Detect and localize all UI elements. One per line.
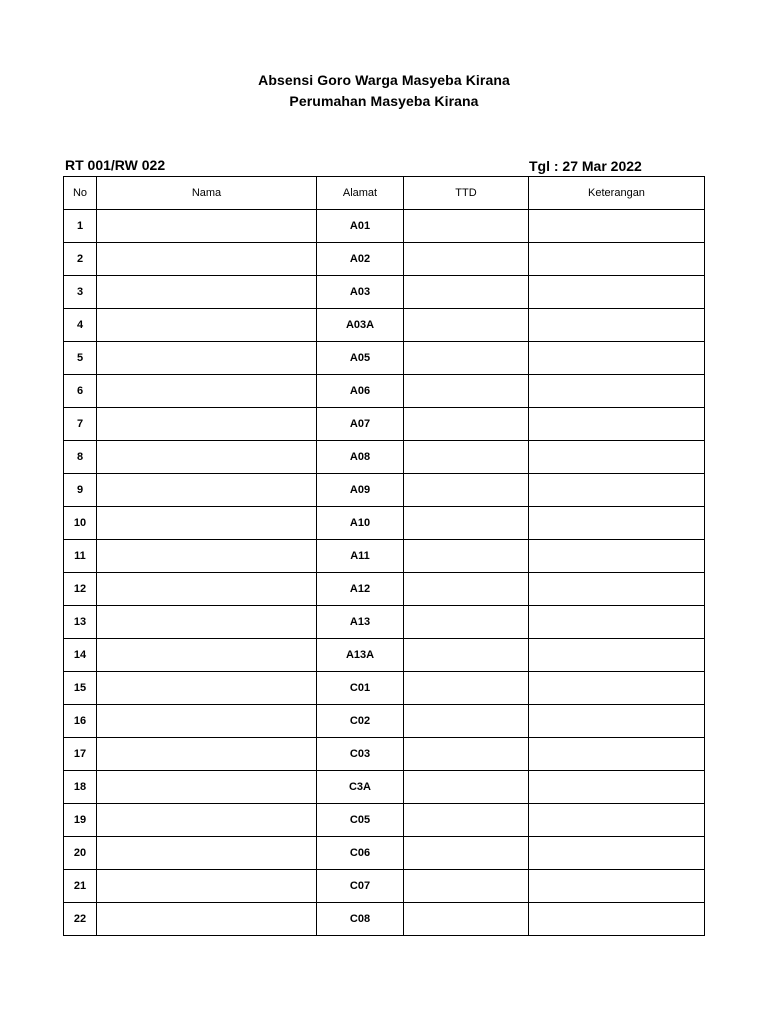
cell-alamat: C07 [317, 870, 404, 903]
cell-nama [97, 441, 317, 474]
cell-nama [97, 705, 317, 738]
cell-no: 14 [64, 639, 97, 672]
cell-alamat: A08 [317, 441, 404, 474]
cell-no: 10 [64, 507, 97, 540]
cell-ttd [404, 342, 529, 375]
cell-no: 22 [64, 903, 97, 936]
cell-no: 16 [64, 705, 97, 738]
cell-no: 12 [64, 573, 97, 606]
cell-no: 3 [64, 276, 97, 309]
cell-ttd [404, 870, 529, 903]
cell-ttd [404, 276, 529, 309]
cell-alamat: C06 [317, 837, 404, 870]
cell-ttd [404, 408, 529, 441]
cell-keterangan [529, 342, 705, 375]
cell-ttd [404, 705, 529, 738]
table-row [64, 573, 705, 606]
cell-ttd [404, 606, 529, 639]
table-row [64, 507, 705, 540]
cell-keterangan [529, 408, 705, 441]
cell-keterangan [529, 837, 705, 870]
cell-ttd [404, 540, 529, 573]
cell-ttd [404, 474, 529, 507]
cell-nama [97, 210, 317, 243]
cell-nama [97, 540, 317, 573]
cell-alamat: A06 [317, 375, 404, 408]
cell-keterangan [529, 606, 705, 639]
cell-nama [97, 342, 317, 375]
table-row [64, 705, 705, 738]
table-row [64, 342, 705, 375]
table-row [64, 441, 705, 474]
cell-no: 9 [64, 474, 97, 507]
cell-ttd [404, 375, 529, 408]
cell-no: 15 [64, 672, 97, 705]
cell-alamat: A13 [317, 606, 404, 639]
cell-keterangan [529, 870, 705, 903]
column-header-nama: Nama [97, 177, 317, 210]
cell-keterangan [529, 639, 705, 672]
cell-no: 11 [64, 540, 97, 573]
cell-keterangan [529, 540, 705, 573]
table-header-row [64, 177, 705, 210]
cell-nama [97, 573, 317, 606]
cell-nama [97, 276, 317, 309]
document-title: Absensi Goro Warga Masyeba Kirana [258, 72, 510, 88]
cell-nama [97, 243, 317, 276]
table-row [64, 276, 705, 309]
cell-no: 2 [64, 243, 97, 276]
cell-nama [97, 639, 317, 672]
cell-keterangan [529, 738, 705, 771]
table-row [64, 606, 705, 639]
column-header-no: No [64, 177, 97, 210]
cell-nama [97, 375, 317, 408]
cell-no: 20 [64, 837, 97, 870]
cell-keterangan [529, 243, 705, 276]
cell-no: 1 [64, 210, 97, 243]
table-row [64, 408, 705, 441]
rt-rw-label: RT 001/RW 022 [65, 157, 166, 173]
cell-keterangan [529, 804, 705, 837]
cell-nama [97, 837, 317, 870]
cell-keterangan [529, 672, 705, 705]
cell-no: 4 [64, 309, 97, 342]
cell-nama [97, 903, 317, 936]
cell-keterangan [529, 375, 705, 408]
cell-ttd [404, 738, 529, 771]
table-row [64, 474, 705, 507]
cell-alamat: A03A [317, 309, 404, 342]
cell-alamat: C05 [317, 804, 404, 837]
cell-no: 5 [64, 342, 97, 375]
table-row [64, 804, 705, 837]
cell-ttd [404, 243, 529, 276]
table-row [64, 639, 705, 672]
column-header-keterangan: Keterangan [529, 177, 705, 210]
cell-nama [97, 606, 317, 639]
cell-alamat: A03 [317, 276, 404, 309]
cell-ttd [404, 771, 529, 804]
cell-ttd [404, 639, 529, 672]
cell-ttd [404, 441, 529, 474]
cell-ttd [404, 903, 529, 936]
cell-keterangan [529, 507, 705, 540]
table-row [64, 837, 705, 870]
cell-keterangan [529, 474, 705, 507]
cell-keterangan [529, 276, 705, 309]
cell-no: 18 [64, 771, 97, 804]
cell-no: 6 [64, 375, 97, 408]
cell-no: 13 [64, 606, 97, 639]
attendance-table [63, 176, 705, 936]
cell-alamat: A01 [317, 210, 404, 243]
cell-alamat: A12 [317, 573, 404, 606]
table-row [64, 870, 705, 903]
table-row [64, 771, 705, 804]
cell-keterangan [529, 573, 705, 606]
cell-ttd [404, 507, 529, 540]
document-subtitle: Perumahan Masyeba Kirana [289, 93, 479, 109]
cell-no: 7 [64, 408, 97, 441]
cell-keterangan [529, 309, 705, 342]
cell-nama [97, 507, 317, 540]
table-row [64, 210, 705, 243]
cell-alamat: C01 [317, 672, 404, 705]
cell-nama [97, 408, 317, 441]
cell-no: 19 [64, 804, 97, 837]
cell-no: 17 [64, 738, 97, 771]
cell-alamat: C08 [317, 903, 404, 936]
cell-nama [97, 309, 317, 342]
cell-nama [97, 474, 317, 507]
cell-no: 21 [64, 870, 97, 903]
cell-ttd [404, 672, 529, 705]
cell-nama [97, 738, 317, 771]
table-row [64, 243, 705, 276]
cell-keterangan [529, 210, 705, 243]
cell-alamat: A05 [317, 342, 404, 375]
cell-alamat: A11 [317, 540, 404, 573]
table-body [64, 210, 705, 936]
cell-keterangan [529, 441, 705, 474]
table-row [64, 738, 705, 771]
cell-alamat: A09 [317, 474, 404, 507]
cell-nama [97, 771, 317, 804]
date-label: Tgl : 27 Mar 2022 [529, 158, 642, 174]
cell-keterangan [529, 705, 705, 738]
cell-alamat: A02 [317, 243, 404, 276]
cell-alamat: A13A [317, 639, 404, 672]
table-row [64, 309, 705, 342]
table-row [64, 540, 705, 573]
cell-alamat: C02 [317, 705, 404, 738]
table-row [64, 672, 705, 705]
cell-ttd [404, 309, 529, 342]
cell-nama [97, 870, 317, 903]
cell-alamat: C3A [317, 771, 404, 804]
cell-no: 8 [64, 441, 97, 474]
cell-nama [97, 804, 317, 837]
cell-ttd [404, 804, 529, 837]
cell-alamat: A10 [317, 507, 404, 540]
cell-alamat: A07 [317, 408, 404, 441]
table-row [64, 375, 705, 408]
cell-keterangan [529, 903, 705, 936]
column-header-alamat: Alamat [317, 177, 404, 210]
cell-ttd [404, 210, 529, 243]
column-header-ttd: TTD [404, 177, 529, 210]
cell-nama [97, 672, 317, 705]
cell-ttd [404, 837, 529, 870]
cell-keterangan [529, 771, 705, 804]
cell-ttd [404, 573, 529, 606]
cell-alamat: C03 [317, 738, 404, 771]
table-row [64, 903, 705, 936]
